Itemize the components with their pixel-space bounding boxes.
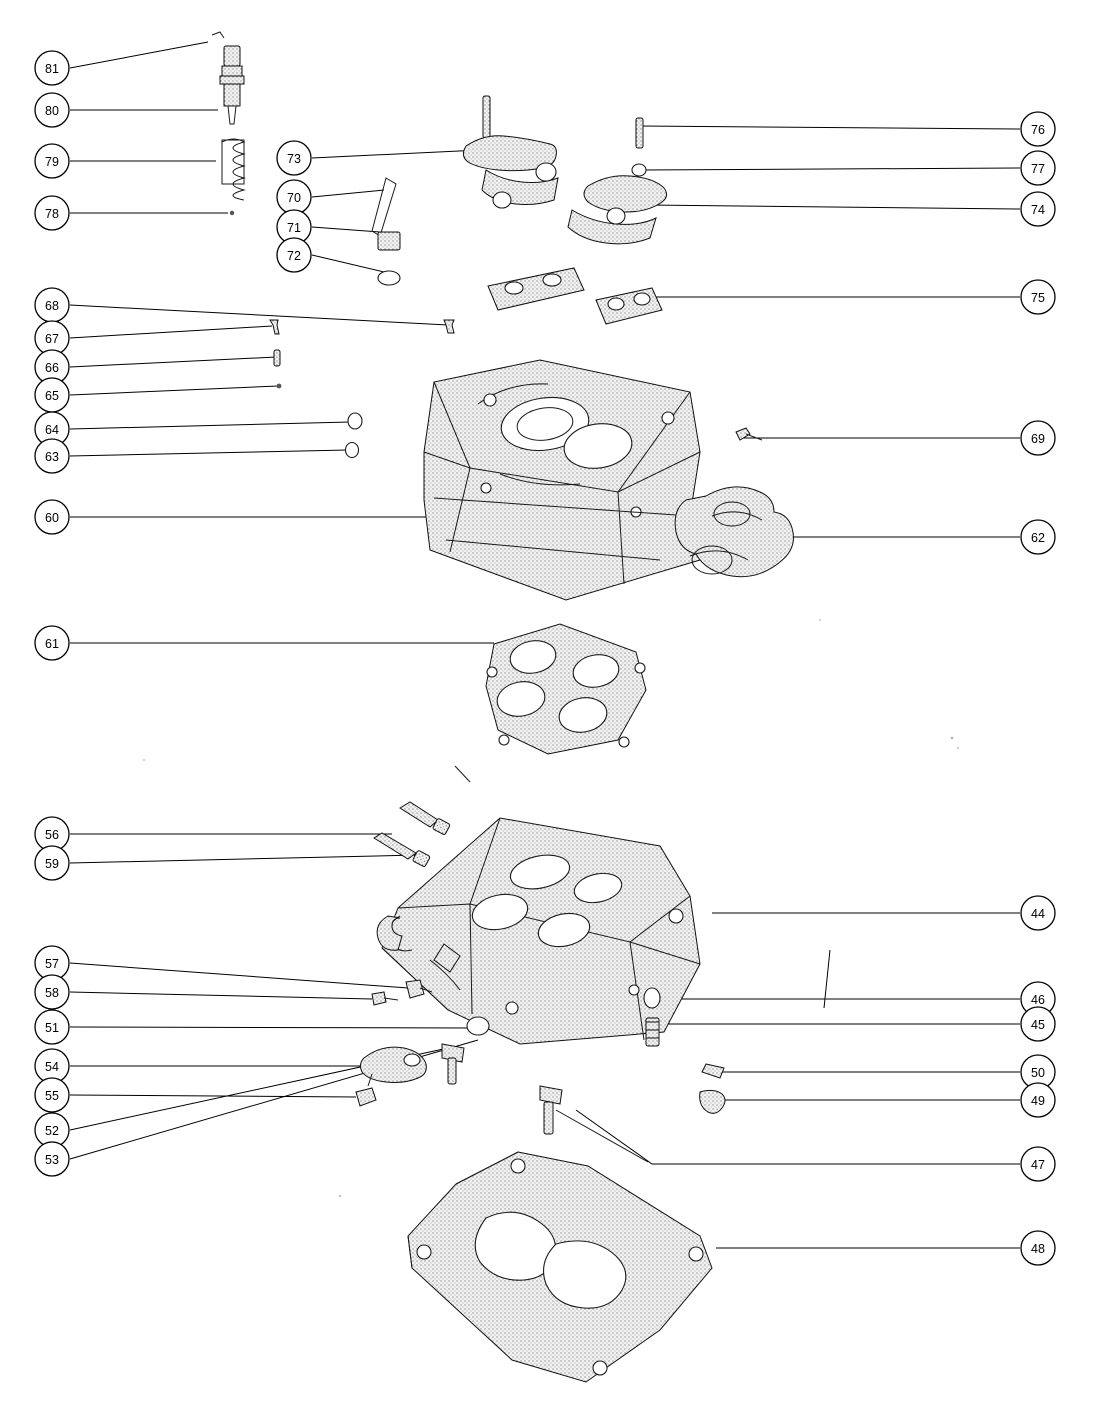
callout-number: 74: [1031, 203, 1045, 217]
callout-70[interactable]: [277, 180, 311, 214]
part-top-linkage-right: [568, 118, 667, 244]
callout-76[interactable]: [1021, 112, 1055, 146]
callout-number: 58: [45, 986, 59, 1000]
part-jets-56-59: [374, 802, 450, 867]
callout-number: 57: [45, 957, 59, 971]
part-needle-valve-assembly: [212, 32, 244, 215]
callout-number: 67: [45, 332, 59, 346]
part-gasket-61: [455, 624, 646, 782]
part-main-body-44: [377, 818, 700, 1044]
callout-number: 59: [45, 857, 59, 871]
part-lever-54: [356, 1044, 562, 1134]
callout-number: 51: [45, 1021, 59, 1035]
callout-number: 71: [287, 221, 301, 235]
callout-69[interactable]: [1021, 421, 1055, 455]
callout-number: 46: [1031, 993, 1045, 1007]
callout-47[interactable]: [1021, 1147, 1055, 1181]
callout-80[interactable]: [35, 93, 69, 127]
callout-number: 50: [1031, 1066, 1045, 1080]
callout-number: 47: [1031, 1158, 1045, 1172]
callout-61[interactable]: [35, 626, 69, 660]
callout-number: 60: [45, 511, 59, 525]
callout-78[interactable]: [35, 196, 69, 230]
callout-number: 49: [1031, 1094, 1045, 1108]
callout-number: 65: [45, 389, 59, 403]
callout-79[interactable]: [35, 144, 69, 178]
callout-number: 66: [45, 361, 59, 375]
callout-number: 76: [1031, 123, 1045, 137]
callout-group-left: [35, 51, 69, 1176]
part-top-linkage-left: [463, 96, 558, 208]
callout-51[interactable]: [35, 1010, 69, 1044]
callout-number: 54: [45, 1060, 59, 1074]
callout-number: 56: [45, 828, 59, 842]
callout-65[interactable]: [35, 378, 69, 412]
callout-68[interactable]: [35, 288, 69, 322]
callout-number: 53: [45, 1153, 59, 1167]
callout-number: 63: [45, 450, 59, 464]
callout-44[interactable]: [1021, 896, 1055, 930]
callout-58[interactable]: [35, 975, 69, 1009]
callout-number: 64: [45, 423, 59, 437]
part-right-hardware: [644, 988, 725, 1113]
spring-79: [222, 139, 244, 200]
leader-lines-mid: [312, 150, 480, 272]
callout-number: 52: [45, 1124, 59, 1138]
callout-number: 72: [287, 249, 301, 263]
callout-number: 75: [1031, 291, 1045, 305]
callout-number: 69: [1031, 432, 1045, 446]
callout-number: 55: [45, 1089, 59, 1103]
callout-59[interactable]: [35, 846, 69, 880]
callout-group-mid: [277, 141, 311, 272]
callout-number: 73: [287, 152, 301, 166]
callout-group-right: [1021, 112, 1055, 1265]
callout-62[interactable]: [1021, 520, 1055, 554]
callout-48[interactable]: [1021, 1231, 1055, 1265]
part-air-horn-body: [424, 360, 700, 600]
part-float-62: [675, 487, 793, 577]
callout-63[interactable]: [35, 439, 69, 473]
callout-number: 80: [45, 104, 59, 118]
callout-number: 62: [1031, 531, 1045, 545]
part-base-gasket-48: [408, 1152, 712, 1382]
callout-number: 68: [45, 299, 59, 313]
callout-number: 70: [287, 191, 301, 205]
callout-number: 48: [1031, 1242, 1045, 1256]
callout-number: 79: [45, 155, 59, 169]
callout-55[interactable]: [35, 1078, 69, 1112]
callout-73[interactable]: [277, 141, 311, 175]
callout-60[interactable]: [35, 500, 69, 534]
part-bolt-47: [556, 1110, 648, 1162]
callout-77[interactable]: [1021, 151, 1055, 185]
callout-81[interactable]: [35, 51, 69, 85]
callout-74[interactable]: [1021, 192, 1055, 226]
callout-49[interactable]: [1021, 1083, 1055, 1117]
callout-number: 45: [1031, 1018, 1045, 1032]
callout-number: 77: [1031, 162, 1045, 176]
callout-53[interactable]: [35, 1142, 69, 1176]
callout-75[interactable]: [1021, 280, 1055, 314]
callout-number: 61: [45, 637, 59, 651]
callout-45[interactable]: [1021, 1007, 1055, 1041]
callout-number: 44: [1031, 907, 1045, 921]
callout-number: 78: [45, 207, 59, 221]
callout-number: 81: [45, 62, 59, 76]
part-small-gaskets: [488, 268, 662, 324]
callout-72[interactable]: [277, 238, 311, 272]
